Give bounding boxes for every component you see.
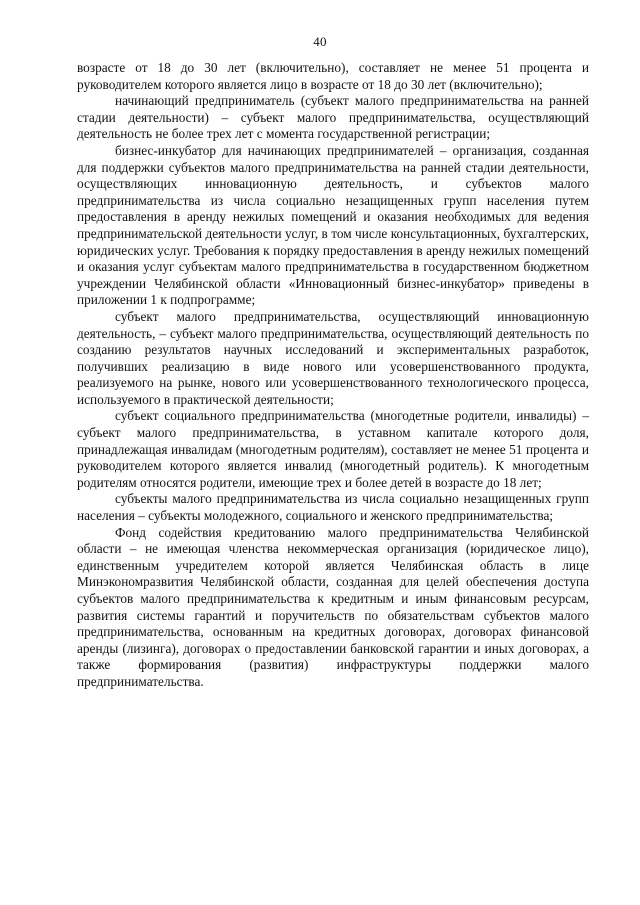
paragraph-start-up-entrepreneur: начинающий предприниматель (субъект малого предпринимательства на ранней стадии деятельности) – субъект малого предпринимательства, осуществляющий деятельность не более трех лет с момента государственной регистрации;	[77, 93, 589, 142]
paragraph-credit-assistance-fund: Фонд содействия кредитованию малого предпринимательства Челябинской области – не имеющая членства некоммерческая организация (юридическое лицо), единственным учредителем которой является Челябинская область в лице Минэкономразвития Челябинской области, созданная для целей обеспечения доступа субъектов малого предпринимательства к кредитным и иным финансовым ресурсам, развития системы гарантий и поручительств по обязательствам субъектов малого предпринимательства, основанным на кредитных договорах, договорах финансовой аренды (лизинга), договорах о предоставлении банковской гарантии и иных договорах, а также формирования (развития) инфраструктуры поддержки малого предпринимательства.	[77, 524, 589, 689]
document-body	[77, 60, 589, 691]
page-number: 40	[313, 34, 327, 49]
paragraph-socially-vulnerable-groups: субъекты малого предпринимательства из числа социально незащищенных групп населения – субъекты молодежного, социального и женского предпринимательства;	[77, 491, 589, 524]
paragraph-innovative-small-business: субъект малого предпринимательства, осуществляющий инновационную деятельность, – субъект малого предпринимательства, осуществляющий деятельность по созданию результатов научных исследований и экспериментальных разработок, получивших реализацию в виде нового или усовершенствованного продукта, реализуемого на рынке, нового или усовершенствованного технологического процесса, используемого в практической деятельности;	[77, 308, 589, 407]
paragraph-social-entrepreneurship: субъект социального предпринимательства (многодетные родители, инвалиды) – субъект малого предпринимательства, в уставном капитале которого доля, принадлежащая инвалидам (многодетным родителям), составляет не менее 51 процента и руководителем которого является инвалид (многодетный родитель). К многодетным родителям относятся родители, имеющие трех и более детей в возрасте до 18 лет;	[77, 408, 589, 490]
paragraph-age-definition-continuation: возрасте от 18 до 30 лет (включительно), составляет не менее 51 процента и руководителем которого является лицо в возрасте от 18 до 30 лет (включительно);	[77, 60, 589, 92]
paragraph-business-incubator: бизнес-инкубатор для начинающих предпринимателей – организация, созданная для поддержки субъектов малого предпринимательства на ранней стадии деятельности, осуществляющих инновационную деятельность, и субъектов малого предпринимательства из числа социально незащищенных групп населения путем предоставления в аренду нежилых помещений и оказания необходимых для ведения предпринимательской деятельности услуг, в том числе консультационных, бухгалтерских, юридических услуг. Требования к порядку предоставления в аренду нежилых помещений и оказания услуг субъектам малого предпринимательства в государственном бюджетном учреждении Челябинской области «Инновационный бизнес-инкубатор» приведены в приложении 1 к подпрограмме;	[77, 142, 589, 308]
